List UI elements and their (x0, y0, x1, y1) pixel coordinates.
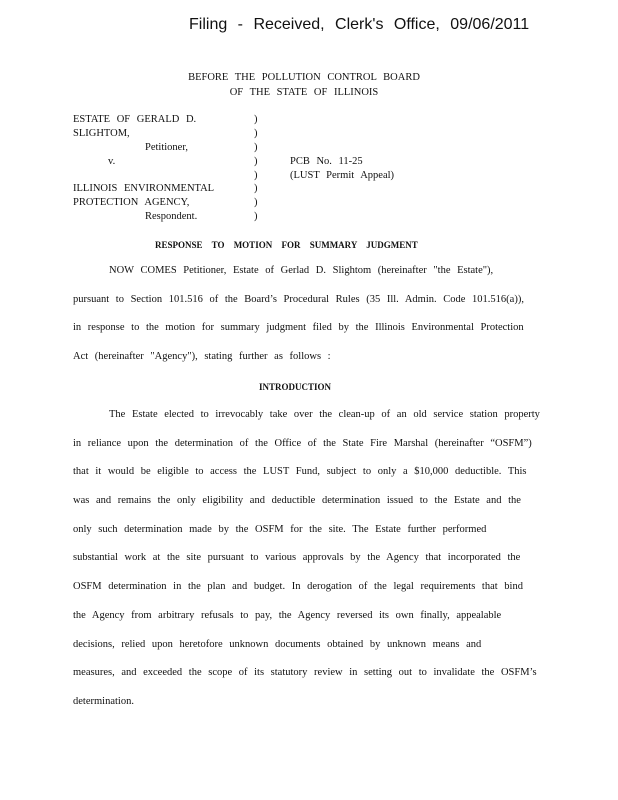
versus: v. (108, 156, 116, 167)
respondent-role: Respondent. (145, 211, 198, 222)
paragraph-line: was and remains the only eligibility and deductible determination issued to the Estate and the (73, 495, 521, 507)
paragraph-line: pursuant to Section 101.516 of the Board’s Procedural Rules (35 Ill. Admin. Code 101.516(a)), (73, 293, 524, 305)
introduction-paragraph (73, 409, 540, 725)
paragraph-line: the Agency from arbitrary refusals to pay, the Agency reversed its own finally, appealable (73, 609, 502, 621)
caption-bracket: ) (254, 156, 258, 167)
case-type: (LUST Permit Appeal) (290, 170, 395, 181)
respondent-name-line1: ILLINOIS ENVIRONMENTAL (73, 183, 215, 194)
paragraph-line: Act (hereinafter "Agency"), stating further as follows : (73, 351, 331, 363)
caption-bracket: ) (254, 114, 258, 125)
paragraph-line: only such determination made by the OSFM for the site. The Estate further performed (73, 523, 487, 535)
petitioner-role: Petitioner, (145, 142, 189, 153)
document-title: RESPONSE TO MOTION FOR SUMMARY JUDGMENT (155, 240, 418, 250)
paragraph-line: The Estate elected to irrevocably take over the clean-up of an old service station property (109, 409, 540, 420)
caption-bracket: ) (254, 170, 258, 181)
paragraph-line: determination. (73, 695, 134, 707)
board-heading-line1: BEFORE THE POLLUTION CONTROL BOARD (188, 72, 420, 83)
petitioner-name-line1: ESTATE OF GERALD D. (73, 114, 197, 125)
board-heading-line2: OF THE STATE OF ILLINOIS (229, 87, 379, 98)
paragraph-line: in response to the motion for summary judgment filed by the Illinois Environmental Protection (73, 322, 524, 334)
caption-bracket: ) (254, 183, 258, 194)
paragraph-line: that it would be eligible to access the LUST Fund, subject to only a $10,000 deductible. This (73, 466, 527, 478)
paragraph-line: measures, and exceeded the scope of its statutory review in setting out to invalidate the OSFM’s (73, 667, 537, 679)
caption-bracket: ) (254, 197, 258, 208)
paragraph-line: NOW COMES Petitioner, Estate of Gerlad D. Slightom (hereinafter "the Estate"), (109, 265, 494, 276)
respondent-name-line2: PROTECTION AGENCY, (73, 197, 190, 208)
paragraph-line: OSFM determination in the plan and budget. In derogation of the legal requirements that bind (73, 581, 523, 593)
case-number: PCB No. 11-25 (290, 156, 363, 167)
paragraph-line: substantial work at the site pursuant to various approvals by the Agency that incorporated the (73, 552, 521, 564)
opening-paragraph (73, 265, 535, 380)
filing-stamp: Filing - Received, Clerk's Office, 09/06/2011 (189, 16, 530, 33)
caption-bracket: ) (254, 142, 258, 153)
caption-bracket: ) (254, 211, 258, 222)
paragraph-line: decisions, relied upon heretofore unknown documents obtained by unknown means and (73, 638, 482, 650)
section-heading: INTRODUCTION (259, 382, 332, 392)
caption-bracket: ) (254, 128, 258, 139)
paragraph-line: in reliance upon the determination of the Office of the State Fire Marshal (hereinafter “OSFM”) (73, 437, 532, 449)
petitioner-name-line2: SLIGHTOM, (73, 128, 130, 139)
